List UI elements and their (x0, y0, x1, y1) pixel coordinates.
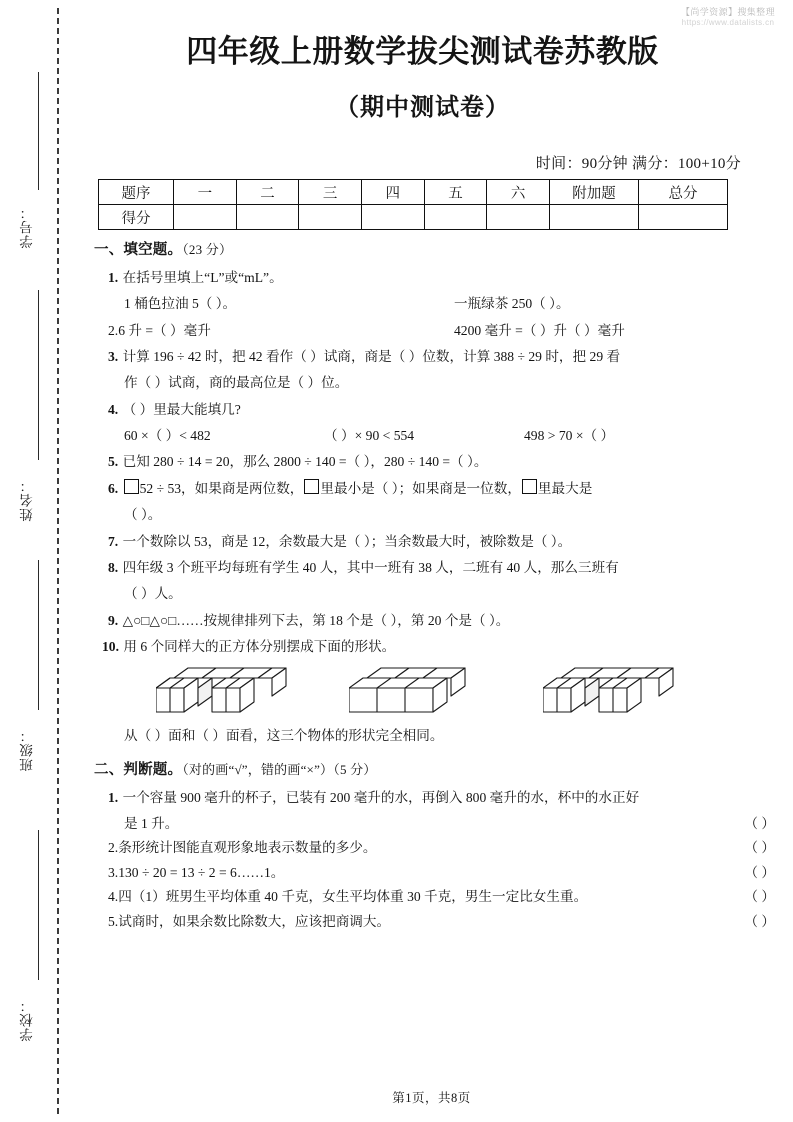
cube-figure-2 (349, 666, 499, 722)
cube-figure-1 (156, 666, 306, 722)
question-4-expr-3[interactable]: 498 > 70 ×（ ） (524, 428, 615, 443)
score-table-col-7: 总分 (639, 180, 728, 205)
question-2-left[interactable] (108, 319, 454, 342)
question-5-number: 5. (108, 454, 119, 470)
page-title: 四年级上册数学拔尖测试卷苏教版 (186, 34, 659, 69)
tf-question-1 (94, 786, 775, 809)
score-cell-0[interactable] (174, 205, 237, 230)
section-two-points: （5 分） (333, 761, 377, 777)
tf-question-3 (94, 861, 775, 885)
empty-square-box-icon-3[interactable] (522, 479, 537, 494)
tf-question-3-number: 3. (108, 864, 119, 880)
question-5-text[interactable]: 已知 280 ÷ 14 = 20，那么 2800 ÷ 140 =（ ），280 ÷ 140 =（ ）。 (122, 454, 488, 470)
question-10-caption[interactable]: 从（ ）面和（ ）面看，这三个物体的形状完全相同。 (124, 728, 444, 744)
tf-answer-paren-4[interactable]: （ ） (744, 889, 775, 905)
question-8 (94, 556, 775, 579)
score-table-col-0: 一 (174, 180, 237, 205)
question-3-line-2[interactable]: 作（ ）试商，商的最高位是（ ）位。 (124, 375, 349, 391)
watermark-label: 【尚学资源】搜集整理 (680, 7, 775, 17)
tf-question-5-text (108, 910, 721, 934)
question-9 (94, 609, 775, 632)
score-table-row-label-1: 得分 (99, 205, 174, 230)
write-line-3 (38, 560, 39, 710)
score-table-col-1: 二 (236, 180, 299, 205)
margin-label-class: 班级： (20, 728, 35, 772)
question-1-subrow (94, 292, 775, 315)
tf-question-4-text (108, 885, 721, 909)
question-3-line-2-row (94, 371, 775, 394)
question-2-number: 2. (108, 322, 119, 338)
tf-question-1-line-2: 是 1 升。 (124, 815, 179, 831)
tf-question-2-body: 条形统计图能直观形象地表示数量的多少。 (118, 840, 377, 856)
dashed-fold-line (57, 8, 59, 1114)
question-3 (94, 345, 775, 368)
tf-question-1-line-1: 一个容量 900 毫升的杯子，已装有 200 毫升的水，再倒入 800 毫升的水，杯中的水正好 (122, 789, 640, 805)
question-4-expressions (94, 424, 775, 447)
score-table (98, 179, 728, 230)
table-row-header (99, 180, 728, 205)
section-two-title: 二、判断题。 (94, 761, 183, 778)
question-1-number: 1. (108, 269, 119, 285)
tf-answer-paren-5[interactable]: （ ） (744, 913, 775, 929)
section-one-title: 一、填空题。 (94, 242, 183, 258)
question-8-line-2[interactable]: （ ）人。 (124, 586, 182, 602)
empty-square-box-icon-2[interactable] (304, 479, 319, 494)
watermark-url: https://www.datalists.cn (681, 18, 775, 28)
score-cell-1[interactable] (236, 205, 299, 230)
binding-margin-strip (0, 0, 70, 1122)
exam-sheet (70, 0, 793, 1122)
watermark (681, 6, 775, 29)
section-two-rule: （对的画“√”，错的画“×”） (182, 761, 334, 777)
page-subtitle: （期中测试卷） (335, 95, 510, 121)
score-cell-3[interactable] (361, 205, 424, 230)
question-6-number: 6. (108, 480, 119, 496)
question-8-line-2-row (94, 582, 775, 605)
question-8-number: 8. (108, 559, 119, 575)
question-4-expr-2[interactable]: （ ）× 90 < 554 (324, 428, 415, 443)
tf-question-1-number: 1. (108, 789, 119, 805)
question-9-text[interactable]: △○□△○□……按规律排列下去，第 18 个是（ ），第 20 个是（ ）。 (122, 612, 510, 628)
question-6-line-2[interactable]: （ ）。 (124, 507, 162, 523)
tf-question-5-number: 5. (108, 913, 119, 929)
score-table-row-label-0: 题序 (99, 180, 174, 205)
question-10 (94, 635, 775, 658)
question-1-sub-left[interactable]: 1 桶色拉油 5（ ）。 (124, 296, 237, 312)
question-6-part-1: 52 ÷ 53，如果商是两位数， (139, 480, 304, 496)
question-4-number: 4. (108, 401, 119, 417)
question-4 (94, 398, 775, 421)
question-1 (94, 266, 775, 289)
score-table-col-5: 六 (487, 180, 550, 205)
tf-answer-paren-1[interactable]: （ ） (744, 815, 775, 831)
score-table-col-4: 五 (424, 180, 487, 205)
write-line-2 (38, 290, 39, 460)
exam-meta-line: 时间：90分钟 满分：100+10分 (535, 156, 741, 172)
tf-question-4 (94, 885, 775, 909)
question-3-line-1[interactable]: 计算 196 ÷ 42 时，把 42 看作（ ）试商，商是（ ）位数，计算 388 ÷ 29 时，把 29 看 (122, 348, 621, 364)
score-table-col-6: 附加题 (550, 180, 639, 205)
tf-question-3-text (108, 861, 721, 885)
question-10-number: 10. (102, 639, 119, 654)
tf-question-2 (94, 836, 775, 860)
question-10-cube-figures (134, 664, 715, 722)
question-6-line-2-row (94, 503, 775, 526)
exam-content (94, 240, 775, 934)
question-6-part-3: 里最大是 (537, 480, 593, 496)
tf-question-5 (94, 910, 775, 934)
tf-question-1-line-2-row (94, 812, 775, 836)
section-two-heading (94, 760, 775, 782)
question-4-text: （ ）里最大能填几? (122, 401, 241, 417)
question-1-text: 在括号里填上“L”或“mL”。 (122, 269, 283, 285)
margin-label-name: 姓名： (20, 478, 35, 522)
tf-answer-paren-3[interactable]: （ ） (744, 864, 775, 880)
tf-question-4-body: 四（1）班男生平均体重 40 千克，女生平均体重 30 千克，男生一定比女生重。 (118, 889, 588, 905)
cube-figure-3 (543, 666, 693, 722)
tf-question-2-number: 2. (108, 840, 119, 856)
write-line-4 (38, 830, 39, 980)
score-cell-7[interactable] (639, 205, 728, 230)
tf-question-5-body: 试商时，如果余数比除数大，应该把商调大。 (118, 913, 391, 929)
margin-label-student-id: 学号： (20, 205, 35, 249)
section-one-points: （23 分） (182, 242, 233, 257)
write-line-1 (38, 72, 39, 190)
question-9-number: 9. (108, 612, 119, 628)
question-7-number: 7. (108, 533, 119, 549)
tf-question-4-number: 4. (108, 889, 119, 905)
question-10-caption-row (94, 724, 775, 747)
score-table-col-2: 三 (299, 180, 362, 205)
question-6-part-2: 里最小是（ ）；如果商是一位数， (320, 480, 521, 496)
empty-square-box-icon-1[interactable] (124, 479, 139, 494)
tf-question-2-text (108, 836, 721, 860)
margin-label-school: 学校： (20, 998, 35, 1042)
question-2 (94, 319, 775, 342)
score-table-col-3: 四 (361, 180, 424, 205)
table-row-scores (99, 205, 728, 230)
question-3-number: 3. (108, 348, 119, 364)
score-cell-6[interactable] (550, 205, 639, 230)
question-7-text[interactable]: 一个数除以 53，商是 12，余数最大是（ ）；当余数最大时，被除数是（ ）。 (122, 533, 572, 549)
question-8-line-1: 四年级 3 个班平均每班有学生 40 人，其中一班有 38 人，二班有 40 人，那么三班有 (122, 559, 619, 575)
question-10-text: 用 6 个同样大的正方体分别摆成下面的形状。 (123, 639, 396, 654)
score-cell-2[interactable] (299, 205, 362, 230)
score-cell-5[interactable] (487, 205, 550, 230)
tf-question-3-body: 130 ÷ 20 = 13 ÷ 2 = 6……1。 (118, 864, 285, 880)
page-footer: 第1页，共8页 (392, 1091, 471, 1105)
score-cell-4[interactable] (424, 205, 487, 230)
question-2-right[interactable]: 4200 毫升 =（ ）升（ ）毫升 (454, 322, 625, 338)
question-6 (94, 477, 775, 500)
question-2-left-text: 6 升 =（ ）毫升 (118, 322, 211, 338)
question-5 (94, 450, 775, 473)
section-one-heading (94, 240, 775, 262)
tf-answer-paren-2[interactable]: （ ） (744, 840, 775, 856)
question-4-expr-1[interactable]: 60 ×（ ）< 482 (124, 428, 211, 443)
question-7 (94, 530, 775, 553)
question-1-sub-right[interactable]: 一瓶绿茶 250（ ）。 (454, 296, 570, 312)
